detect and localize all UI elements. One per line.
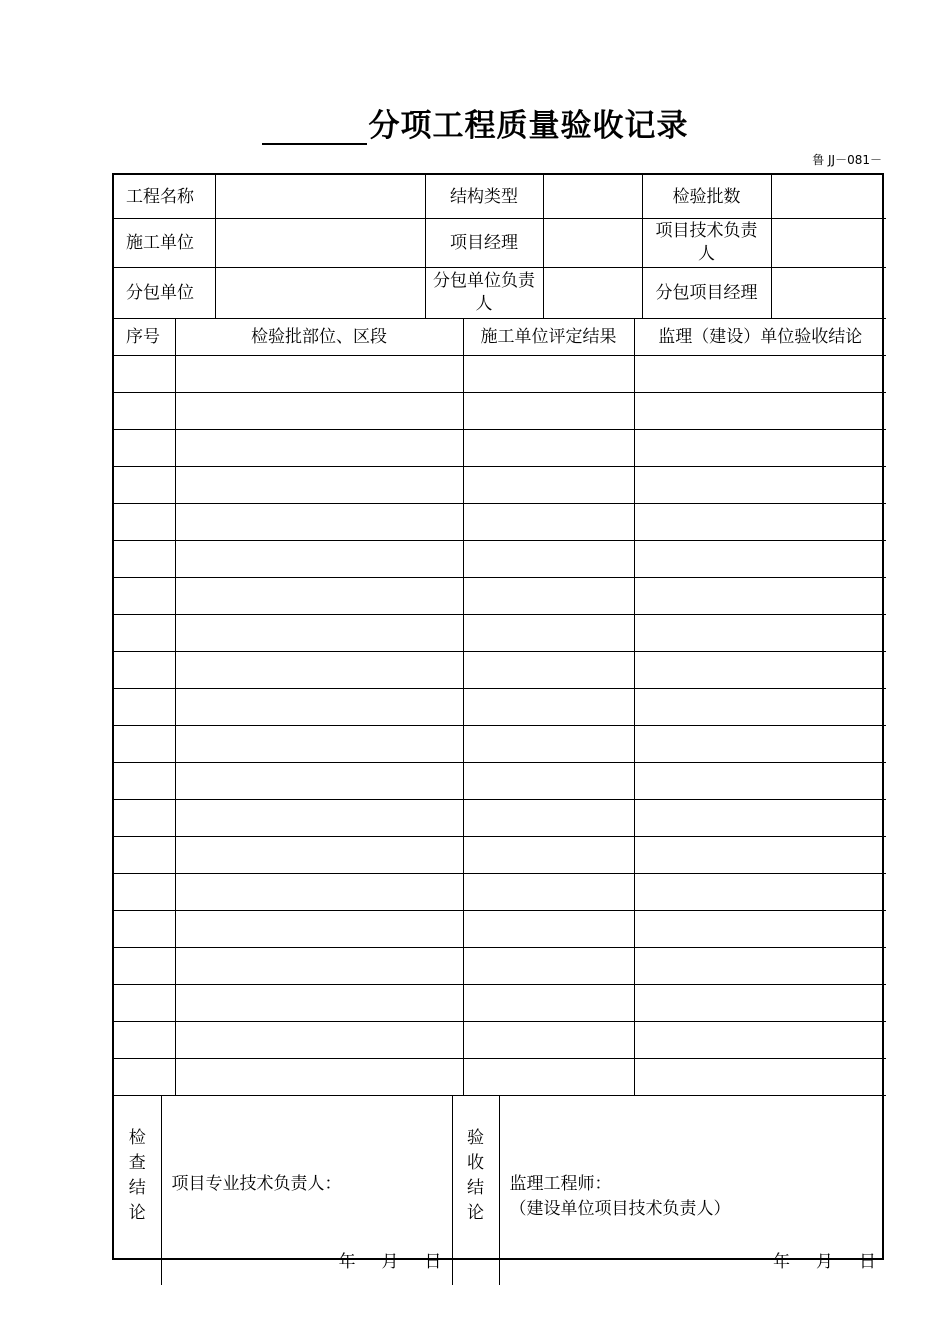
seq-cell[interactable] (114, 430, 175, 467)
seq-cell[interactable] (114, 874, 175, 911)
project-info-row-1 (114, 175, 886, 219)
sub-lead-label-line2: 人 (475, 294, 493, 314)
contractor-result-cell[interactable] (463, 837, 634, 874)
title-text: 分项工程质量验收记录 (368, 108, 689, 144)
col-seq-header: 序号 (114, 319, 175, 356)
supervisor-conclusion-cell[interactable] (634, 467, 886, 504)
location-cell[interactable] (175, 504, 463, 541)
seq-cell[interactable] (114, 393, 175, 430)
location-cell[interactable] (175, 726, 463, 763)
table-row (114, 948, 886, 985)
accept-label-char: 结 (467, 1178, 484, 1198)
location-cell[interactable] (175, 467, 463, 504)
accept-label-char: 验 (467, 1128, 484, 1148)
seq-cell[interactable] (114, 763, 175, 800)
conclusion-row (114, 1096, 886, 1285)
accept-label-char: 论 (467, 1203, 484, 1223)
location-cell[interactable] (175, 578, 463, 615)
contractor-result-cell[interactable] (463, 356, 634, 393)
supervisor-conclusion-cell[interactable] (634, 837, 886, 874)
location-cell[interactable] (175, 1022, 463, 1059)
accept-date (773, 1251, 876, 1273)
location-cell[interactable] (175, 800, 463, 837)
supervisor-conclusion-cell[interactable] (634, 356, 886, 393)
date-day: 日 (859, 1252, 876, 1272)
table-row (114, 652, 886, 689)
table-row (114, 837, 886, 874)
construction-unit-field[interactable] (215, 219, 425, 268)
table-row (114, 874, 886, 911)
supervisor-conclusion-cell[interactable] (634, 393, 886, 430)
check-conclusion-field[interactable] (161, 1096, 452, 1285)
date-month: 月 (816, 1252, 833, 1272)
check-conclusion-label (114, 1096, 161, 1285)
location-cell[interactable] (175, 911, 463, 948)
inspection-header-row (114, 319, 886, 356)
title-blank-line[interactable] (262, 113, 367, 145)
sub-lead-label (425, 268, 543, 319)
contractor-result-cell[interactable] (463, 1022, 634, 1059)
location-cell[interactable] (175, 874, 463, 911)
supervisor-conclusion-cell[interactable] (634, 874, 886, 911)
sub-manager-label: 分包项目经理 (642, 268, 771, 319)
location-cell[interactable] (175, 948, 463, 985)
conclusion-table (114, 1096, 886, 1285)
accept-label-char: 收 (467, 1153, 484, 1173)
batch-count-label: 检验批数 (642, 175, 771, 219)
table-row (114, 430, 886, 467)
document-title (0, 100, 950, 145)
seq-cell[interactable] (114, 541, 175, 578)
batch-count-field[interactable] (771, 175, 886, 219)
seq-cell[interactable] (114, 911, 175, 948)
seq-cell[interactable] (114, 948, 175, 985)
project-name-label: 工程名称 (114, 175, 215, 219)
table-row (114, 689, 886, 726)
contractor-result-cell[interactable] (463, 1059, 634, 1096)
contractor-result-cell[interactable] (463, 726, 634, 763)
date-month: 月 (381, 1252, 399, 1272)
seq-cell[interactable] (114, 800, 175, 837)
col-location-header: 检验批部位、区段 (175, 319, 463, 356)
location-cell[interactable] (175, 837, 463, 874)
project-manager-label: 项目经理 (425, 219, 543, 268)
tech-lead-label-line2: 人 (698, 244, 715, 264)
supervisor-conclusion-cell[interactable] (634, 1059, 886, 1096)
check-label-char: 检 (128, 1128, 146, 1148)
location-cell[interactable] (175, 1059, 463, 1096)
contractor-result-cell[interactable] (463, 541, 634, 578)
seq-cell[interactable] (114, 1059, 175, 1096)
tech-lead-label (642, 219, 771, 268)
contractor-result-cell[interactable] (463, 615, 634, 652)
table-row (114, 615, 886, 652)
contractor-result-cell[interactable] (463, 652, 634, 689)
table-row (114, 985, 886, 1022)
table-row (114, 504, 886, 541)
location-cell[interactable] (175, 541, 463, 578)
location-cell[interactable] (175, 430, 463, 467)
check-signer-label: 项目专业技术负责人： (171, 1174, 342, 1194)
table-row (114, 726, 886, 763)
supervisor-conclusion-cell[interactable] (634, 1022, 886, 1059)
supervisor-conclusion-cell[interactable] (634, 689, 886, 726)
check-label-char: 结 (128, 1178, 146, 1198)
seq-cell[interactable] (114, 985, 175, 1022)
contractor-result-cell[interactable] (463, 874, 634, 911)
supervisor-conclusion-cell[interactable] (634, 541, 886, 578)
tech-lead-label-line1: 项目技术负责 (655, 221, 758, 241)
accept-conclusion-label (452, 1096, 499, 1285)
supervisor-conclusion-cell[interactable] (634, 578, 886, 615)
supervisor-conclusion-cell[interactable] (634, 948, 886, 985)
table-row (114, 1022, 886, 1059)
table-row (114, 393, 886, 430)
date-day: 日 (424, 1252, 442, 1272)
sub-manager-field[interactable] (771, 268, 886, 319)
supervisor-conclusion-cell[interactable] (634, 985, 886, 1022)
supervisor-conclusion-cell[interactable] (634, 652, 886, 689)
date-year: 年 (338, 1252, 356, 1272)
structure-type-field[interactable] (543, 175, 642, 219)
contractor-result-cell[interactable] (463, 578, 634, 615)
form-sheet (112, 173, 884, 1272)
tech-lead-field[interactable] (771, 219, 886, 268)
supervisor-conclusion-cell[interactable] (634, 911, 886, 948)
table-row (114, 911, 886, 948)
structure-type-label: 结构类型 (425, 175, 543, 219)
contractor-result-cell[interactable] (463, 911, 634, 948)
seq-cell[interactable] (114, 689, 175, 726)
table-row (114, 467, 886, 504)
form-code: 鲁 JJ－081－ (812, 153, 882, 167)
contractor-result-cell[interactable] (463, 800, 634, 837)
date-year: 年 (773, 1252, 790, 1272)
contractor-result-cell[interactable] (463, 430, 634, 467)
contractor-result-cell[interactable] (463, 763, 634, 800)
col-contractor-result-header: 施工单位评定结果 (463, 319, 634, 356)
sub-lead-field[interactable] (543, 268, 642, 319)
supervisor-conclusion-cell[interactable] (634, 800, 886, 837)
subcontractor-label: 分包单位 (114, 268, 215, 319)
location-cell[interactable] (175, 985, 463, 1022)
accept-signer-note: （建设单位项目技术负责人） (509, 1199, 731, 1219)
seq-cell[interactable] (114, 1022, 175, 1059)
table-row (114, 763, 886, 800)
location-cell[interactable] (175, 356, 463, 393)
seq-cell[interactable] (114, 726, 175, 763)
check-date (339, 1251, 442, 1273)
supervisor-conclusion-cell[interactable] (634, 615, 886, 652)
accept-conclusion-field[interactable] (499, 1096, 886, 1285)
location-cell[interactable] (175, 689, 463, 726)
table-row (114, 800, 886, 837)
supervisor-conclusion-cell[interactable] (634, 504, 886, 541)
contractor-result-cell[interactable] (463, 467, 634, 504)
location-cell[interactable] (175, 615, 463, 652)
inspection-rows (114, 356, 886, 1096)
table-row (114, 578, 886, 615)
supervisor-conclusion-cell[interactable] (634, 726, 886, 763)
project-info-row-3 (114, 268, 886, 319)
seq-cell[interactable] (114, 837, 175, 874)
project-name-field[interactable] (215, 175, 425, 219)
inspection-batch-table (114, 319, 886, 1096)
supervisor-conclusion-cell[interactable] (634, 430, 886, 467)
seq-cell[interactable] (114, 356, 175, 393)
seq-cell[interactable] (114, 467, 175, 504)
seq-cell[interactable] (114, 615, 175, 652)
contractor-result-cell[interactable] (463, 689, 634, 726)
check-label-char: 查 (128, 1153, 146, 1173)
contractor-result-cell[interactable] (463, 393, 634, 430)
table-row (114, 1059, 886, 1096)
col-supervisor-conclusion-header: 监理（建设）单位验收结论 (634, 319, 886, 356)
seq-cell[interactable] (114, 578, 175, 615)
construction-unit-label: 施工单位 (114, 219, 215, 268)
seq-cell[interactable] (114, 504, 175, 541)
project-info-table (114, 175, 886, 319)
table-row (114, 356, 886, 393)
subcontractor-field[interactable] (215, 268, 425, 319)
table-row (114, 541, 886, 578)
location-cell[interactable] (175, 763, 463, 800)
supervisor-conclusion-cell[interactable] (634, 763, 886, 800)
check-label-char: 论 (128, 1203, 146, 1223)
project-info-row-2 (114, 219, 886, 268)
project-manager-field[interactable] (543, 219, 642, 268)
seq-cell[interactable] (114, 652, 175, 689)
contractor-result-cell[interactable] (463, 948, 634, 985)
contractor-result-cell[interactable] (463, 504, 634, 541)
location-cell[interactable] (175, 393, 463, 430)
contractor-result-cell[interactable] (463, 985, 634, 1022)
accept-signer-label: 监理工程师： (509, 1174, 612, 1194)
sub-lead-label-line1: 分包单位负责 (433, 271, 535, 291)
location-cell[interactable] (175, 652, 463, 689)
